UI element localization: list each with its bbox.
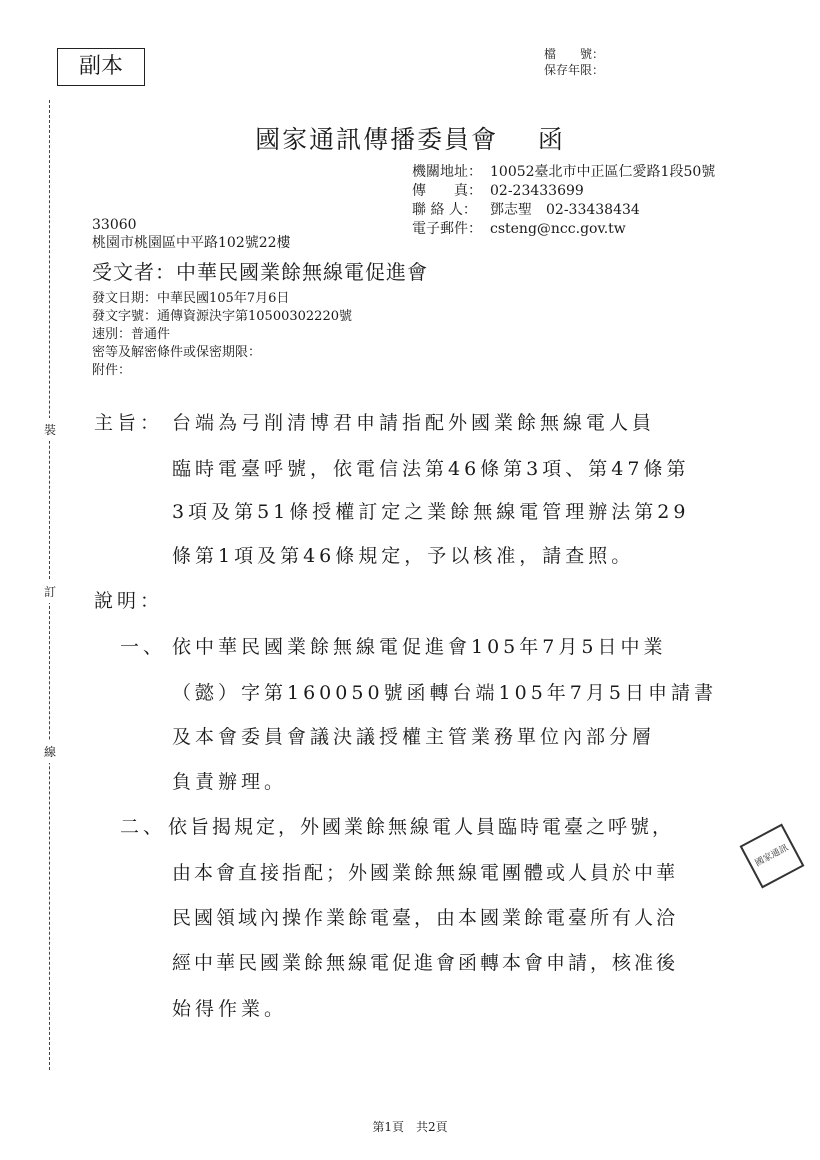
- subject-line: 3項及第51條授權訂定之業餘無線電管理辦法第29: [172, 501, 690, 523]
- contact-person-value: 鄧志聖 02-33438434: [490, 202, 640, 218]
- explanation-item-line: 負責辦理。: [172, 771, 288, 793]
- contact-email-value: csteng@ncc.gov.tw: [490, 221, 626, 237]
- explanation-item-line: 經中華民國業餘無線電促進會函轉本會申請，核准後: [172, 952, 679, 974]
- explanation-label: 說明：: [94, 590, 164, 612]
- explanation-item-line: 始得作業。: [172, 998, 288, 1020]
- subject-line: 條第1項及第46條規定，予以核准，請查照。: [172, 545, 635, 567]
- explanation-item-line: 依中華民國業餘無線電促進會105年7月5日中業: [172, 636, 667, 658]
- document-title: [0, 120, 820, 156]
- contact-fax-label: 傳 真：: [412, 183, 482, 199]
- contact-person: [412, 201, 640, 220]
- contact-email-label: 電子郵件：: [412, 221, 482, 237]
- doc-secrecy: 密等及解密條件或保密期限：: [92, 345, 262, 360]
- explanation-item-line: 民國領域內操作業餘電臺，由本國業餘電臺所有人洽: [172, 907, 679, 929]
- explanation-item-line: 及本會委員會議決議授權主管業務單位內部分層: [172, 726, 656, 748]
- contact-email: [412, 220, 626, 239]
- explanation-item-line: 由本會直接指配；外國業餘無線電團體或人員於中華: [172, 862, 679, 884]
- explanation-item-marker: 二、: [120, 816, 167, 838]
- explanation-item-marker: 一、: [120, 636, 167, 658]
- recipient-address: 桃園市桃園區中平路102號22樓: [92, 235, 291, 251]
- doc-number: 發文字號：通傳資源決字第10500302220號: [92, 309, 352, 324]
- recipient-label: 受文者：: [92, 260, 176, 284]
- binding-mark-ding: 訂: [44, 580, 56, 603]
- contact-address: [412, 163, 715, 182]
- agency-name: 國家通訊傳播委員會: [255, 125, 499, 154]
- contact-fax-value: 02-23433699: [490, 183, 584, 199]
- contact-fax: [412, 182, 584, 201]
- contact-address-label: 機關地址：: [412, 164, 482, 180]
- document-type: 函: [537, 125, 565, 154]
- contact-address-value: 10052臺北市中正區仁愛路1段50號: [490, 164, 716, 180]
- copy-stamp: 副本: [57, 48, 145, 86]
- explanation-item-line: （懿）字第160050號函轉台端105年7月5日申請書: [172, 682, 717, 704]
- subject-label: 主旨：: [94, 412, 164, 434]
- binding-mark-zhuang: 裝: [44, 418, 56, 441]
- doc-attachment: 附件：: [92, 363, 132, 378]
- explanation-item-line: 依旨揭規定，外國業餘無線電人員臨時電臺之呼號，: [168, 816, 675, 838]
- recipient-name: 中華民國業餘無線電促進會: [176, 260, 428, 284]
- doc-date: 發文日期：中華民國105年7月6日: [92, 291, 290, 306]
- archive-number-label: 檔 號：: [544, 47, 605, 61]
- subject-line: 臨時電臺呼號，依電信法第46條第3項、第47條第: [172, 458, 690, 480]
- agency-seal-stamp: 國家通訊: [740, 824, 805, 889]
- recipient-postal-code: 33060: [92, 217, 137, 233]
- recipient-line: [92, 256, 428, 285]
- contact-person-label: 聯 絡 人：: [412, 202, 477, 218]
- binding-mark-xian: 線: [44, 740, 56, 763]
- retention-period-label: 保存年限：: [544, 63, 605, 77]
- page-number: 第1頁 共2頁: [372, 1120, 448, 1134]
- doc-speed: 速別：普通件: [92, 327, 171, 342]
- subject-line: 台端為弓削清博君申請指配外國業餘無線電人員: [172, 412, 656, 434]
